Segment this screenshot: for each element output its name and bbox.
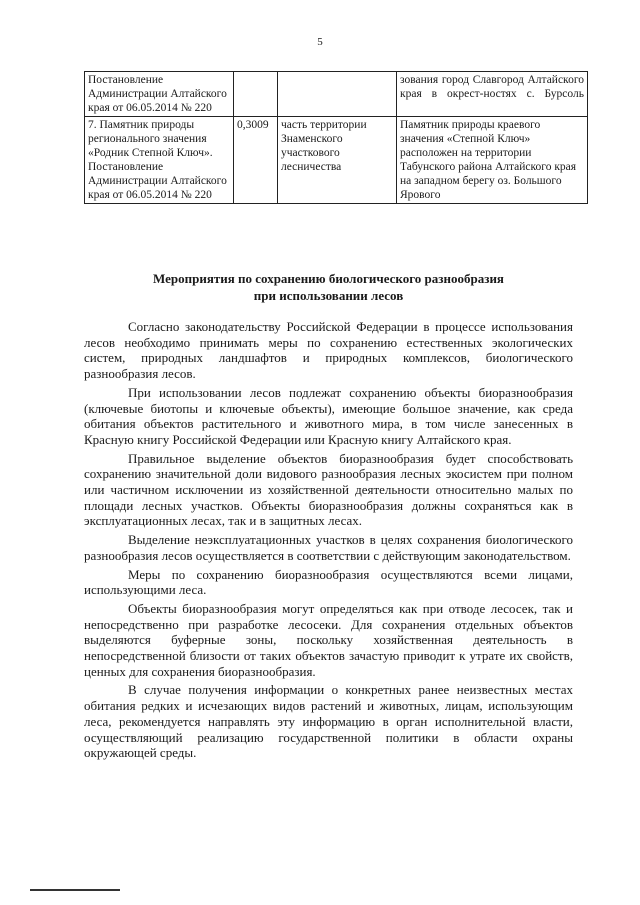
table-cell-location [278, 72, 397, 117]
table-row [85, 117, 588, 204]
section-heading-line: при использовании лесов [253, 288, 404, 303]
paragraph: Объекты биоразнообразия могут определяться как при отводе лесосек, так и непосредственно при разработке лесосеки. Для сохранения отдельных объектов выделяются буферные зоны, поскольку хозяйственная деятельность в непосредственной близости от таких объектов зачастую приводит к утрате их свойств, ценных для сохранения биоразнообразия. [84, 600, 573, 679]
table-cell-name: 7. Памятник природы регионального значения «Родник Степной Ключ». Постановление Администрации Алтайского края от 06.05.2014 № 220 [85, 117, 234, 204]
table-cell-description: Памятник природы краевого значения «Степной Ключ» расположен на территории Табунского района Алтайского края на западном берегу оз. Большого Ярового [397, 117, 588, 204]
table-row [85, 72, 588, 117]
page-number: 5 [317, 36, 323, 48]
paragraph: Меры по сохранению биоразнообразия осуществляются всеми лицами, использующими леса. [84, 566, 573, 598]
paragraph: В случае получения информации о конкретных ранее неизвестных местах обитания редких и исчезающих видов растений и животных, лицам, использующим леса, рекомендуется направлять эту информацию в орган исполнительной власти, осуществляющий реализацию государственной политики в области охраны окружающей среды. [84, 682, 573, 761]
section-heading-line: Мероприятия по сохранению биологического разнообразия [153, 271, 504, 286]
section-body [84, 319, 573, 764]
footer-divider [30, 889, 120, 891]
table-cell-name: Постановление Администрации Алтайского края от 06.05.2014 № 220 [85, 72, 234, 117]
table-cell-area [234, 72, 278, 117]
section-heading [84, 270, 573, 304]
table-cell-area: 0,3009 [234, 117, 278, 204]
paragraph: При использовании лесов подлежат сохранению объекты биоразнообразия (ключевые биотопы и ключевые объекты), имеющие большое значение, как среда обитания объектов растительного и животного мира, в том числе занесенных в Красную книгу Российской Федерации или Красную книгу Алтайского края. [84, 384, 573, 447]
table-cell-location: часть территории Знаменского участкового лесничества [278, 117, 397, 204]
paragraph: Выделение неэксплуатационных участков в целях сохранения биологического разнообразия лесов осуществляется в соответствии с действующим законодательством. [84, 532, 573, 563]
protected-areas-table [84, 71, 588, 204]
table-cell-description: зования город Славгород Алтайского края в окрест-ностях с. Бурсоль [397, 72, 588, 117]
paragraph: Правильное выделение объектов биоразнообразия будет способствовать сохранению значительной доли видового разнообразия лесных экосистем при полном или частичном исключении из хозяйственной деятельности относительно малых по площади лесных участков. Объекты биоразнообразия должны сохраняться как в эксплуатационных лесах, так и в защитных лесах. [84, 450, 573, 529]
paragraph: Согласно законодательству Российской Федерации в процессе использования лесов необходимо принимать меры по сохранению естественных экологических систем, природных ландшафтов и природных комплексов, биологического разнообразия лесов. [84, 319, 573, 382]
